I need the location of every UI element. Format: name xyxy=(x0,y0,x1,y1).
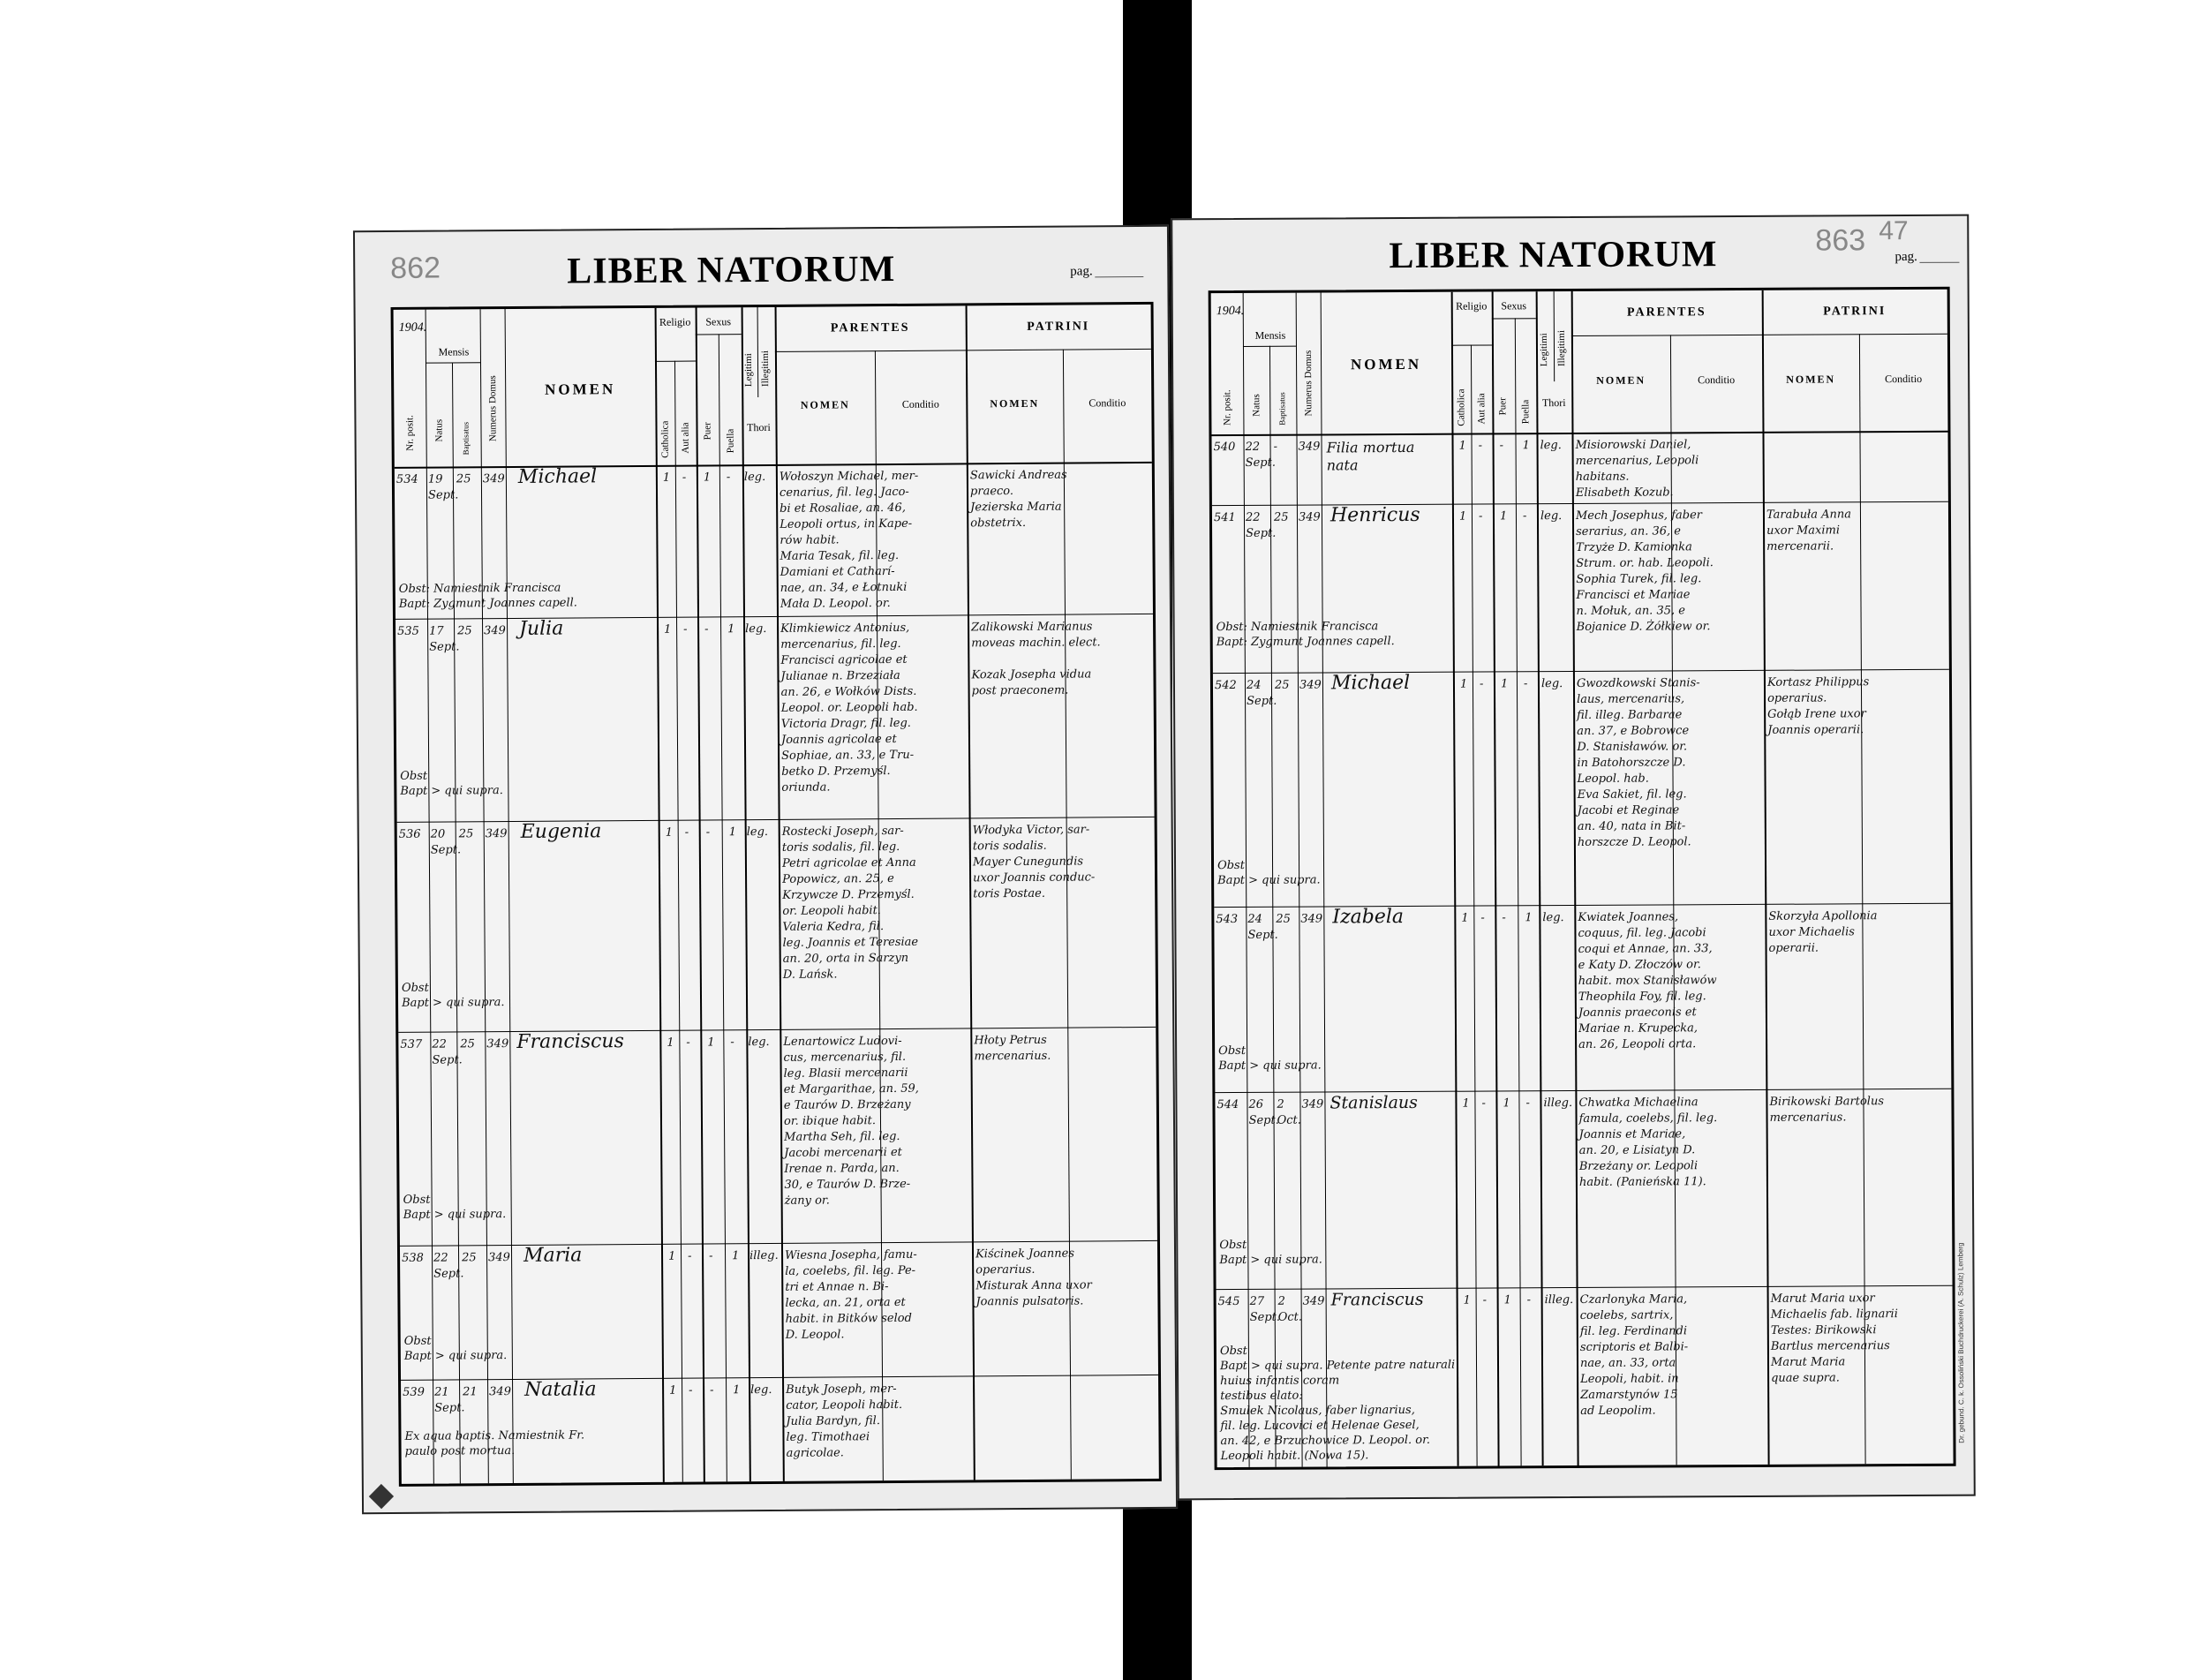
entry-543-patrini: Skorzyła Apollonia uxor Michaelis operarii. xyxy=(1768,909,1878,955)
entry-541-puella: - xyxy=(1522,509,1527,524)
entry-540-name: Filia mortua nata xyxy=(1326,438,1415,474)
entry-542-thori: leg. xyxy=(1540,677,1563,691)
entry-542-patrini: Kortasz Philippus operarius. Gołąb Irene uxor Joannis operarii. xyxy=(1766,675,1870,737)
right-header-illegitimi: Illegitimi xyxy=(1555,330,1568,367)
entry-537-parentes: Lenartowicz Ludovi- cus, mercenarius, fil. leg. Blasii mercenarii et Margarithae, an. 59, e Taurów D. Brzeżany or. ibique habit. Martha Seh, fil. leg. Jacobi mercenarii et Irenae n. Parda, an. 30, e Taurów D. Brze- żany or. xyxy=(783,1034,919,1208)
entry-540-alia: - xyxy=(1478,439,1483,453)
entry-543-puella: 1 xyxy=(1525,911,1533,925)
entry-534-natus: 19 Sept. xyxy=(427,472,459,502)
entry-541-catholica: 1 xyxy=(1458,509,1467,524)
entry-545-note: Obst Bapt > qui supra. Petente patre naturali huius infantis coram testibus elato: Smulek Nicolaus, faber lignarius, fil. leg. Lucovici et Helenae Gesel, an. 42, e Brzuchowice D. Leopol. or. Leopoli habit. (Nowa 15). xyxy=(1219,1344,1456,1464)
right-year: 1904. xyxy=(1216,304,1245,319)
entry-537-nr: 537 xyxy=(400,1037,423,1051)
entry-536-puella: 1 xyxy=(728,825,737,840)
entry-542-name: Michael xyxy=(1330,671,1411,695)
entry-543-parentes: Kwiatek Joannes, coquus, fil. leg. Jacobi coqui et Annae, an. 33, e Katy D. Złoczów or. habit. mox Stanisławów Theophila Foy, fil. leg. Joannis praeconis et Mariae n. Krupecka, an. 26, Leopoli orta. xyxy=(1578,910,1717,1051)
binding-spine-top xyxy=(1123,0,1192,230)
entry-534-thori: leg. xyxy=(743,470,766,485)
entry-544-patrini: Birikowski Bartolus mercenarius. xyxy=(1769,1095,1885,1125)
entry-534-parentes: Wołoszyn Michael, mer- cenarius, fil. leg. Jaco- bi et Rosaliae, an. 46, Leopoli ortus, in Kape- rów habit. Maria Tesak, fil. leg. Damiani et Catharí- nae, an. 34, e Łotnuki Mała D. Leopol. or. xyxy=(779,469,919,611)
entry-541-natus: 22 Sept. xyxy=(1245,510,1277,540)
entry-543-catholica: 1 xyxy=(1461,911,1469,925)
entry-534-catholica: 1 xyxy=(662,471,671,485)
entry-536-alia: - xyxy=(684,825,689,840)
entry-535-natus: 17 Sept. xyxy=(429,624,460,654)
entry-538-name: Maria xyxy=(523,1244,583,1267)
entry-544-parentes: Chwatka Michaelina famula, coelebs, fil. leg. Joannis et Mariae, an. 20, e Lisiatyn D. Brzeżany or. Leopoli habit. (Panieńska 11). xyxy=(1578,1096,1718,1189)
entry-537-patrini: Hłoty Petrus mercenarius. xyxy=(974,1033,1051,1064)
right-header-parentes-nomen: NOMEN xyxy=(1596,373,1646,387)
right-page xyxy=(1171,215,1976,1501)
left-header-parentes-nomen: NOMEN xyxy=(800,398,850,411)
entry-542-puella: - xyxy=(1523,677,1528,691)
left-year: 1904. xyxy=(398,320,427,335)
left-header-puer: Puer xyxy=(702,422,713,441)
entry-537-bapt: 25 xyxy=(460,1037,475,1051)
entry-542-nr: 542 xyxy=(1214,678,1237,693)
right-header-nr-posit: Nr. posit. xyxy=(1222,389,1233,426)
entry-538-thori: illeg. xyxy=(749,1248,779,1263)
left-header-nomen: NOMEN xyxy=(545,380,616,398)
entry-537-puer: 1 xyxy=(707,1036,715,1050)
entry-537-puella: - xyxy=(730,1036,734,1050)
entry-537-thori: leg. xyxy=(748,1035,770,1050)
entry-541-puer: 1 xyxy=(1499,509,1508,524)
right-header-parentes: PARENTES xyxy=(1626,305,1706,320)
entry-543-alia: - xyxy=(1480,911,1485,925)
entry-544-note: Obst Bapt > qui supra. xyxy=(1219,1238,1322,1268)
entry-535-domus: 349 xyxy=(484,624,506,638)
left-header-parentes: PARENTES xyxy=(830,320,910,335)
entry-537-domus: 349 xyxy=(486,1037,509,1051)
entry-541-parentes: Mech Josephus, faber serarius, an. 36, e Trzyże D. Kamionka Strum. or. hab. Leopoli. Sophia Turek, fil. leg. Francisci et Mariae n. Mołuk, an. 35, e Bojanice D. Żółkiew or. xyxy=(1575,509,1714,634)
left-header-nr-posit: Nr. posit. xyxy=(404,415,416,451)
right-header-parentes-conditio: Conditio xyxy=(1698,373,1736,387)
entry-536-name: Eugenia xyxy=(520,820,602,843)
entry-538-bapt: 25 xyxy=(462,1251,477,1265)
right-header-mensis: Mensis xyxy=(1254,328,1286,342)
entry-535-parentes: Klimkiewicz Antonius, mercenarius, fil. leg. Francisci agricolae et Julianae n. Brzeziała an. 26, e Wołków Dists. Leopol. or. Leopoli hab. Victoria Dragr, fil. leg. Joannis agricolae et Sophiae, an. 33, e Tru- betko D. Przemyśl. oriunda. xyxy=(780,621,918,795)
entry-545-parentes: Czarlonyka Maria, coelebs, sartrix, fil. leg. Ferdinandi scriptoris et Balbi- nae, an. 33, orta Leopoli, habit. in Zamarstynów 15 ad Leopolim. xyxy=(1579,1292,1689,1418)
entry-539-name: Natalia xyxy=(524,1378,597,1401)
entry-544-domus: 349 xyxy=(1301,1097,1324,1111)
right-header-numerus-domus: Numerus Domus xyxy=(1302,350,1314,417)
right-header-natus: Natus xyxy=(1251,394,1262,417)
entry-537-catholica: 1 xyxy=(667,1036,674,1050)
entry-539-alia: - xyxy=(689,1383,693,1397)
entry-537-alia: - xyxy=(686,1036,690,1050)
right-register-table xyxy=(1209,287,1956,1470)
left-header-sexus: Sexus xyxy=(705,315,732,328)
entry-537-natus: 22 Sept. xyxy=(432,1037,463,1067)
left-page xyxy=(353,225,1178,1514)
left-header-religio: Religio xyxy=(659,315,691,328)
entry-536-parentes: Rostecki Joseph, sar- toris sodalis, fil. leg. Petri agricolae et Anna Popowicz, an. 25, e Krzywcze D. Przemyśl. or. Leopoli habit. Valeria Kedra, fil. leg. Joannis et Teresiae an. 20, orta in Sarzyn D. Lańsk. xyxy=(781,824,919,982)
entry-539-patrini xyxy=(976,1380,1153,1381)
entry-545-domus: 349 xyxy=(1302,1294,1325,1308)
binding-spine-bottom xyxy=(1123,1492,1192,1680)
entry-543-domus: 349 xyxy=(1300,912,1323,926)
entry-535-patrini: Zalikowski Marianus moveas machin. elect. Kozak Josepha vidua post praeconem. xyxy=(971,620,1101,698)
right-header-legitimi: Legitimi xyxy=(1538,333,1550,367)
entry-544-nr: 544 xyxy=(1216,1097,1239,1112)
left-pag-label: pag. xyxy=(1070,264,1093,279)
entry-539-catholica: 1 xyxy=(669,1383,677,1397)
entry-544-puer: 1 xyxy=(1503,1096,1510,1111)
entry-535-catholica: 1 xyxy=(664,622,672,637)
entry-539-parentes: Butyk Joseph, mer- cator, Leopoli habit. Julia Bardyn, fil. leg. Timothaei agricolae. xyxy=(786,1382,903,1460)
entry-536-note: Obst Bapt > qui supra. xyxy=(401,981,505,1010)
entry-535-alia: - xyxy=(683,622,688,637)
entry-545-bapt: 2 Oct. xyxy=(1277,1294,1303,1324)
entry-539-bapt: 21 xyxy=(463,1385,478,1399)
entry-534-nr: 534 xyxy=(395,472,418,486)
entry-540-domus: 349 xyxy=(1298,440,1321,454)
entry-543-nr: 543 xyxy=(1216,912,1239,927)
left-header-thori: Thori xyxy=(747,420,771,434)
left-header-patrini-conditio: Conditio xyxy=(1088,396,1126,410)
entry-538-parentes: Wiesna Josepha, famu- la, coelebs, fil. leg. Pe- tri et Annae n. Bi- lecka, an. 21, orta et habit. in Bitków selod D. Leopol. xyxy=(785,1247,917,1342)
entry-543-note: Obst Bapt > qui supra. xyxy=(1218,1043,1322,1074)
entry-540-catholica: 1 xyxy=(1458,439,1466,453)
entry-536-patrini: Włodyka Victor, sar- toris sodalis. Mayer Cunegundis uxor Joannis conduc- toris Postae. xyxy=(972,823,1096,901)
entry-534-patrini: Sawicki Andreas praeco. Jezierska Maria obstetrix. xyxy=(969,468,1067,531)
right-header-patrini-nomen: NOMEN xyxy=(1786,373,1836,386)
entry-540-parentes: Misiorowski Daniel, mercenarius, Leopoli habitans. Elisabeth Kozub. xyxy=(1575,438,1699,500)
entry-535-bapt: 25 xyxy=(457,624,472,638)
right-header-thori: Thori xyxy=(1541,396,1566,410)
left-header-parentes-conditio: Conditio xyxy=(901,397,939,411)
right-pag-label: pag. xyxy=(1894,249,1917,265)
left-header-illegitimi: Illegitimi xyxy=(759,350,772,388)
entry-542-parentes: Gwozdkowski Stanis- laus, mercenarius, fil. illeg. Barbarae an. 37, e Bobrowce D. Stanisławów. or. in Batohorszcze D. Leopol. hab. Eva Sakiet, fil. leg. Jacobi et Reginae an. 40, nata in Bit- horszcze D. Leopol. xyxy=(1576,676,1700,849)
entry-541-domus: 349 xyxy=(1298,510,1321,524)
entry-540-thori: leg. xyxy=(1540,439,1562,453)
entry-539-puella: 1 xyxy=(733,1383,741,1397)
entry-544-catholica: 1 xyxy=(1462,1096,1470,1111)
entry-538-puella: 1 xyxy=(732,1249,740,1263)
right-header-sexus: Sexus xyxy=(1501,299,1527,313)
right-page-number-alt: 47 xyxy=(1879,216,1909,246)
entry-536-thori: leg. xyxy=(746,825,769,840)
entry-539-domus: 349 xyxy=(489,1385,512,1399)
entry-536-domus: 349 xyxy=(485,827,508,841)
entry-539-thori: leg. xyxy=(750,1382,772,1397)
entry-541-note: Obst: Namiestnik Francisca Bapt: Zygmunt Joannes capell. xyxy=(1216,620,1395,650)
entry-545-catholica: 1 xyxy=(1463,1293,1471,1307)
entry-538-patrini: Kiścinek Joannes operarius. Misturak Anna uxor Joannis pulsatoris. xyxy=(975,1247,1092,1309)
entry-536-catholica: 1 xyxy=(665,825,674,840)
left-header-patrini: PATRINI xyxy=(1027,320,1090,334)
entry-543-bapt: 25 xyxy=(1276,912,1291,926)
entry-545-alia: - xyxy=(1482,1293,1488,1307)
left-header-legitimi: Legitimi xyxy=(742,353,755,388)
entry-541-bapt: 25 xyxy=(1273,510,1289,524)
right-header-religio: Religio xyxy=(1456,299,1488,313)
left-header-catholica: Catholica xyxy=(659,420,671,458)
entry-543-thori: leg. xyxy=(1542,911,1564,925)
entry-540-puella: 1 xyxy=(1522,439,1530,453)
entry-534-name: Michael xyxy=(517,465,598,488)
entry-534-puer: 1 xyxy=(703,471,712,485)
entry-535-thori: leg. xyxy=(745,622,767,637)
left-page-number: 862 xyxy=(390,251,441,285)
entry-541-name: Henricus xyxy=(1329,503,1420,527)
right-header-baptisatus: Baptisatus xyxy=(1277,392,1287,426)
entry-538-note: Obst Bapt > qui supra. xyxy=(403,1334,508,1363)
entry-540-bapt: - xyxy=(1273,440,1278,454)
right-page-title: LIBER NATORUM xyxy=(1389,234,1718,277)
entry-534-bapt: 25 xyxy=(456,472,471,486)
right-header-nomen: NOMEN xyxy=(1350,355,1422,373)
entry-539-nr: 539 xyxy=(403,1385,426,1399)
entry-541-patrini: Tarabuła Anna uxor Maximi mercenarii. xyxy=(1766,508,1852,554)
entry-539-natus: 21 Sept. xyxy=(434,1385,465,1415)
entry-534-domus: 349 xyxy=(482,472,505,486)
left-header-puella: Puella xyxy=(725,428,736,454)
entry-538-catholica: 1 xyxy=(668,1249,676,1263)
entry-545-nr: 545 xyxy=(1217,1294,1240,1309)
right-header-patrini-conditio: Conditio xyxy=(1885,372,1923,386)
entry-545-patrini: Marut Maria uxor Michaelis fab. lignarii Testes: Birikowski Bartlus mercenarius Marut Maria quae supra. xyxy=(1770,1292,1898,1385)
right-printer-note: Dr. gebund. C. k. Ossoliński Buchdruckerei (A. Schulz) Lemberg xyxy=(1956,1242,1966,1443)
left-page-title: LIBER NATORUM xyxy=(567,248,896,292)
entry-543-natus: 24 Sept. xyxy=(1247,912,1278,942)
entry-541-alia: - xyxy=(1478,509,1483,524)
entry-541-thori: leg. xyxy=(1540,509,1563,524)
entry-534-puella: - xyxy=(726,471,731,485)
entry-542-catholica: 1 xyxy=(1459,677,1468,691)
entry-542-alia: - xyxy=(1479,677,1484,691)
entry-536-nr: 536 xyxy=(398,827,421,841)
right-header-aut-alia: Aut alia xyxy=(1476,393,1488,425)
left-register-table xyxy=(391,302,1162,1487)
entry-536-puer: - xyxy=(705,825,711,840)
right-header-puer: Puer xyxy=(1497,397,1509,416)
entry-545-puer: 1 xyxy=(1503,1293,1511,1307)
entry-545-name: Franciscus xyxy=(1330,1289,1424,1310)
right-header-catholica: Catholica xyxy=(1456,388,1467,426)
left-header-mensis: Mensis xyxy=(438,345,470,358)
entry-544-puella: - xyxy=(1525,1096,1530,1111)
entry-535-nr: 535 xyxy=(397,624,419,638)
entry-544-thori: illeg. xyxy=(1543,1096,1573,1111)
entry-538-domus: 349 xyxy=(488,1251,510,1265)
entry-545-natus: 27 Sept. xyxy=(1249,1294,1281,1324)
entry-541-nr: 541 xyxy=(1213,510,1236,525)
entry-543-name: Izabela xyxy=(1332,906,1405,929)
entry-540-nr: 540 xyxy=(1213,440,1236,455)
left-pag-line xyxy=(1095,276,1143,277)
entry-535-name: Julia xyxy=(519,617,564,640)
entry-544-natus: 26 Sept. xyxy=(1248,1097,1279,1127)
left-header-aut-alia: Aut alia xyxy=(680,422,691,454)
entry-542-natus: 24 Sept. xyxy=(1246,678,1277,708)
entry-543-puer: - xyxy=(1502,911,1506,925)
left-header-numerus-domus: Numerus Domus xyxy=(487,375,499,442)
entry-542-bapt: 25 xyxy=(1274,678,1290,692)
entry-542-domus: 349 xyxy=(1299,678,1322,692)
entry-540-puer: - xyxy=(1499,439,1504,453)
entry-537-name: Franciscus xyxy=(516,1030,624,1053)
entry-534-note: Obst: Namiestnik Francisca Bapt: Zygmunt Joannes capell. xyxy=(398,581,577,611)
left-header-baptisatus: Baptisatus xyxy=(461,421,471,456)
page-corner-mark xyxy=(369,1484,394,1509)
entry-537-note: Obst Bapt > qui supra. xyxy=(403,1193,507,1222)
entry-536-bapt: 25 xyxy=(458,827,474,841)
entry-539-note: Ex aqua baptis. Namiestnik Fr. paulo post mortua. xyxy=(404,1428,585,1458)
entry-538-nr: 538 xyxy=(402,1251,424,1265)
right-pag-line xyxy=(1919,262,1959,263)
entry-535-note: Obst Bapt > qui supra. xyxy=(400,769,503,798)
entry-538-alia: - xyxy=(688,1249,692,1263)
entry-538-natus: 22 Sept. xyxy=(433,1251,464,1281)
entry-544-bapt: 2 Oct. xyxy=(1277,1097,1301,1127)
entry-545-thori: illeg. xyxy=(1544,1293,1574,1307)
right-header-puella: Puella xyxy=(1520,399,1532,425)
entry-542-note: Obst Bapt > qui supra. xyxy=(1217,858,1321,888)
entry-545-puella: - xyxy=(1526,1293,1532,1307)
entry-535-puella: 1 xyxy=(727,622,735,637)
entry-539-puer: - xyxy=(710,1383,714,1397)
entry-536-natus: 20 Sept. xyxy=(430,827,462,857)
left-header-natus: Natus xyxy=(433,418,445,442)
left-header-patrini-nomen: NOMEN xyxy=(990,396,1040,411)
entry-544-name: Stanislaus xyxy=(1329,1092,1418,1113)
entry-535-puer: - xyxy=(704,622,709,637)
entry-544-alia: - xyxy=(1481,1096,1486,1111)
right-header-patrini: PATRINI xyxy=(1823,305,1887,319)
entry-534-alia: - xyxy=(682,471,687,485)
entry-542-puer: 1 xyxy=(1500,677,1509,691)
entry-538-puer: - xyxy=(709,1249,713,1263)
right-page-number: 863 xyxy=(1815,223,1866,258)
entry-540-natus: 22 Sept. xyxy=(1245,440,1276,470)
